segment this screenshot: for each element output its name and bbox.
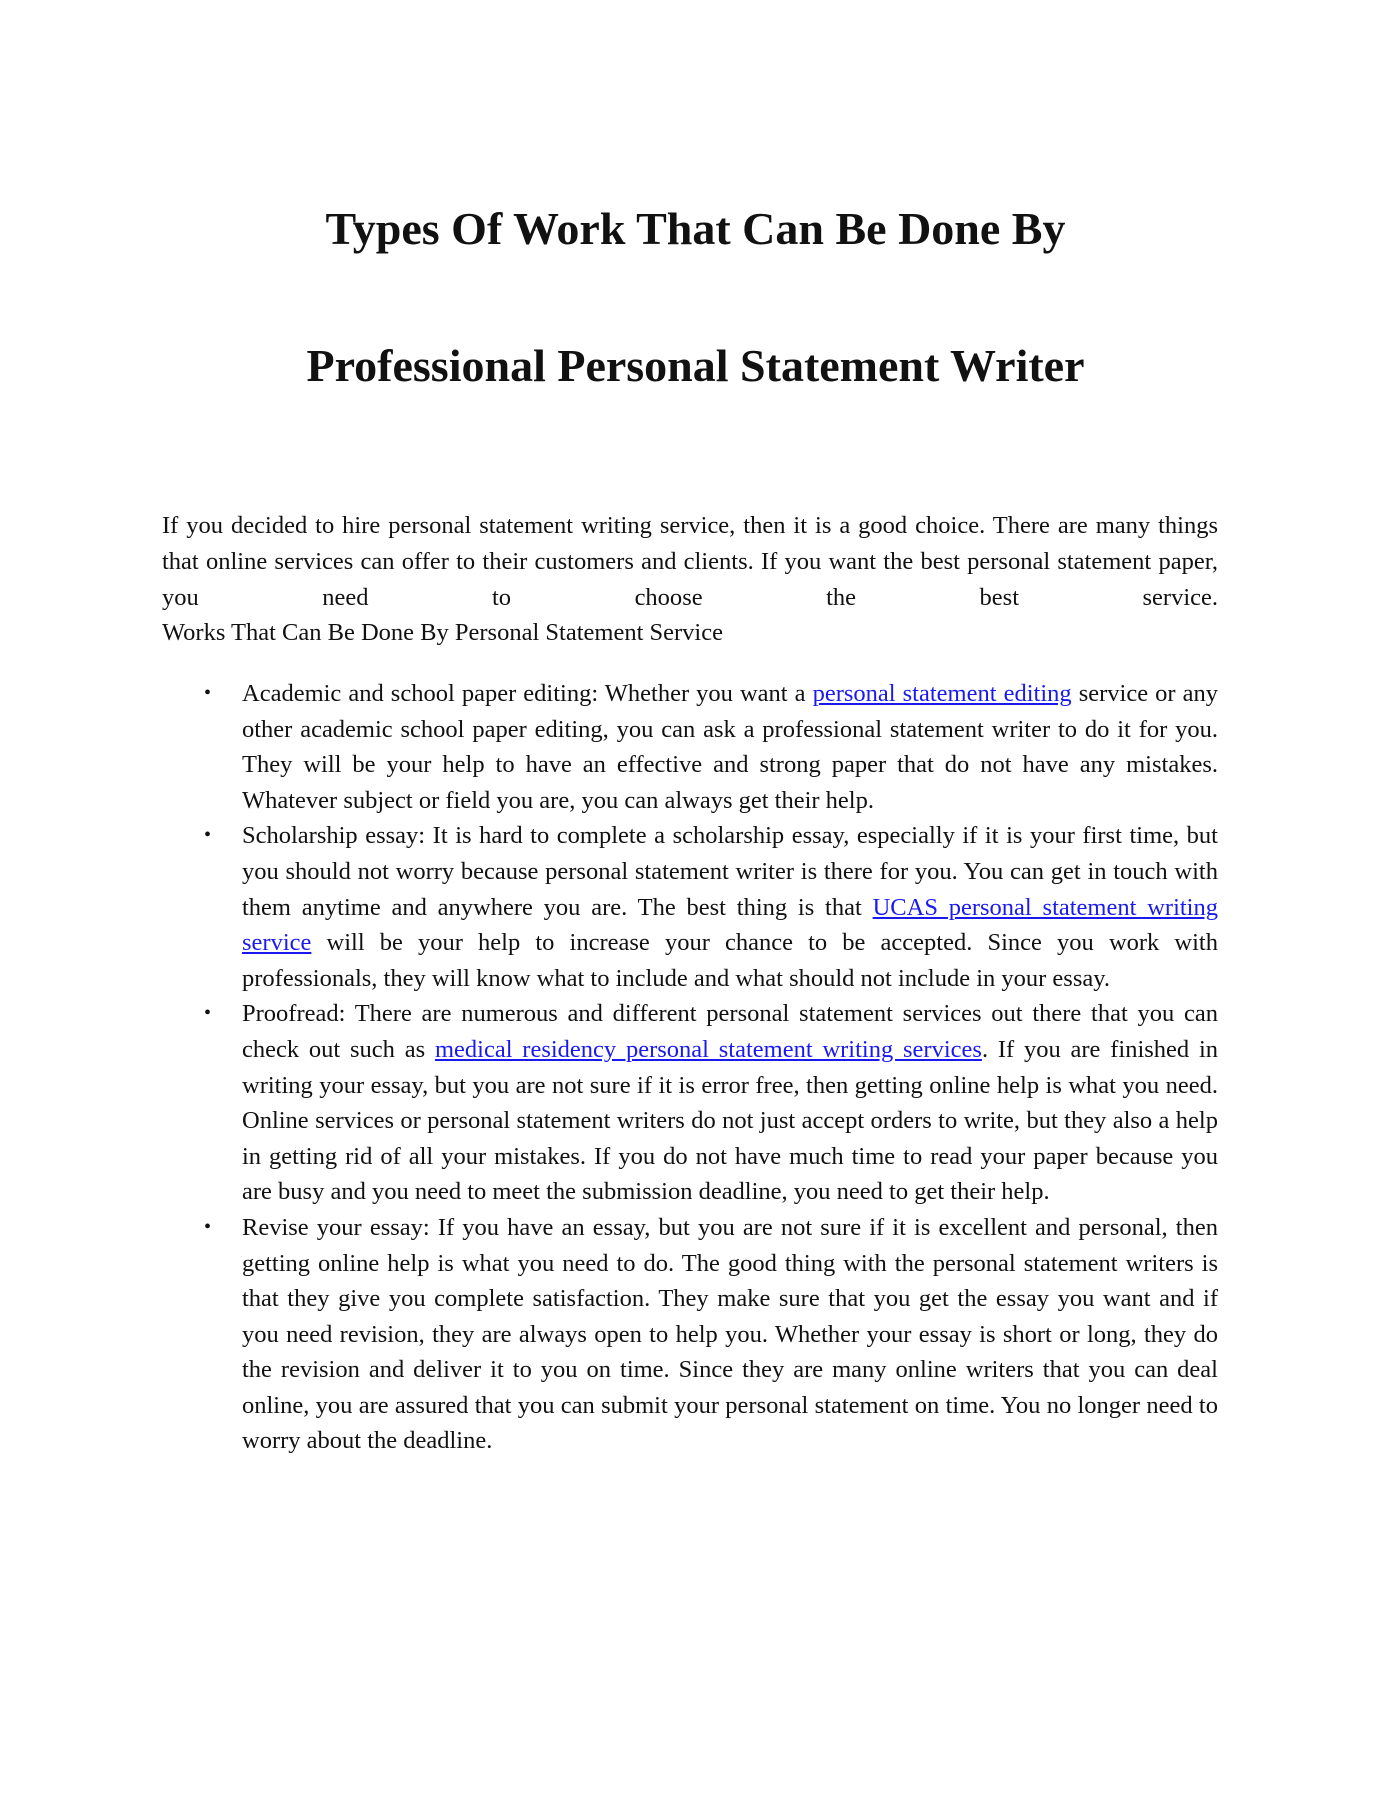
bullet-icon: • bbox=[204, 1215, 212, 1238]
list-item bbox=[204, 996, 1219, 1210]
bullet-icon: • bbox=[204, 682, 212, 704]
item-text: Academic and school paper editing: Whether you want a bbox=[242, 680, 813, 707]
item-text: . If you are finished in writing your essay, but you are not sure if it is error free, then getting online help is what you need. Online services or personal statement writers do not just accept orders to write, but they also a help in getting rid of all your mistakes. If you do not have much time to read your paper because you are busy and you need to meet the submission deadline, you need to get their help. bbox=[242, 1035, 1219, 1206]
bullet-icon: • bbox=[204, 1002, 212, 1025]
link-ucas-service[interactable]: UCAS personal statement writing service bbox=[242, 893, 1218, 957]
intro-paragraph bbox=[162, 508, 1218, 651]
bullet-icon: • bbox=[204, 824, 212, 847]
work-types-list bbox=[204, 676, 1219, 1459]
item-text: Revise your essay: If you have an essay, but you are not sure if it is excellent and personal, then getting online help is what you need to do. The good thing with the personal statement writers is that they give you complete satisfaction. They make sure that you get the essay you want and if you need revision, they are always open to help you. Whether your essay is short or long, they do the revision and deliver it to you on time. Since they are many online writers that you can deal online, you are assured that you can submit your personal statement on time. You no longer need to worry about the deadline. bbox=[242, 1213, 1218, 1455]
item-text: will be your help to increase your chance to be accepted. Since you work with professionals, they will know what to include and what should not include in your essay. bbox=[242, 929, 1218, 992]
list-item bbox=[204, 1210, 1218, 1459]
list-item bbox=[204, 818, 1218, 996]
item-text: Scholarship essay: It is hard to complete a scholarship essay, especially if it is your first time, but you should not worry because personal statement writer is there for you. You can get in touch with them anytime and anywhere you are. The best thing is that bbox=[242, 822, 1218, 921]
item-text: Proofread: There are numerous and different personal statement services out there that you can check out such as bbox=[242, 1000, 1218, 1063]
title-line-1: Types Of Work That Can Be Done By bbox=[325, 203, 1066, 254]
title-line-2: Professional Personal Statement Writer bbox=[306, 340, 1085, 391]
intro-subheading: Works That Can Be Done By Personal Statement Service bbox=[162, 619, 723, 647]
item-text: service or any other academic school paper editing, you can ask a professional statement writer to do it for you. They will be your help to have an effective and strong paper that do not have any mistakes. Whatever subject or field you are, you can always get their help. bbox=[242, 680, 1218, 814]
link-personal-statement-editing[interactable]: personal statement editing bbox=[812, 680, 1072, 707]
list-item bbox=[204, 676, 1218, 818]
link-medical-residency-services[interactable]: medical residency personal statement writing services bbox=[434, 1035, 982, 1063]
intro-text: If you decided to hire personal statement writing service, then it is a good choice. There are many things that online services can offer to their customers and clients. If you want the best personal statement paper, you need to choose the best service. bbox=[162, 512, 1218, 611]
